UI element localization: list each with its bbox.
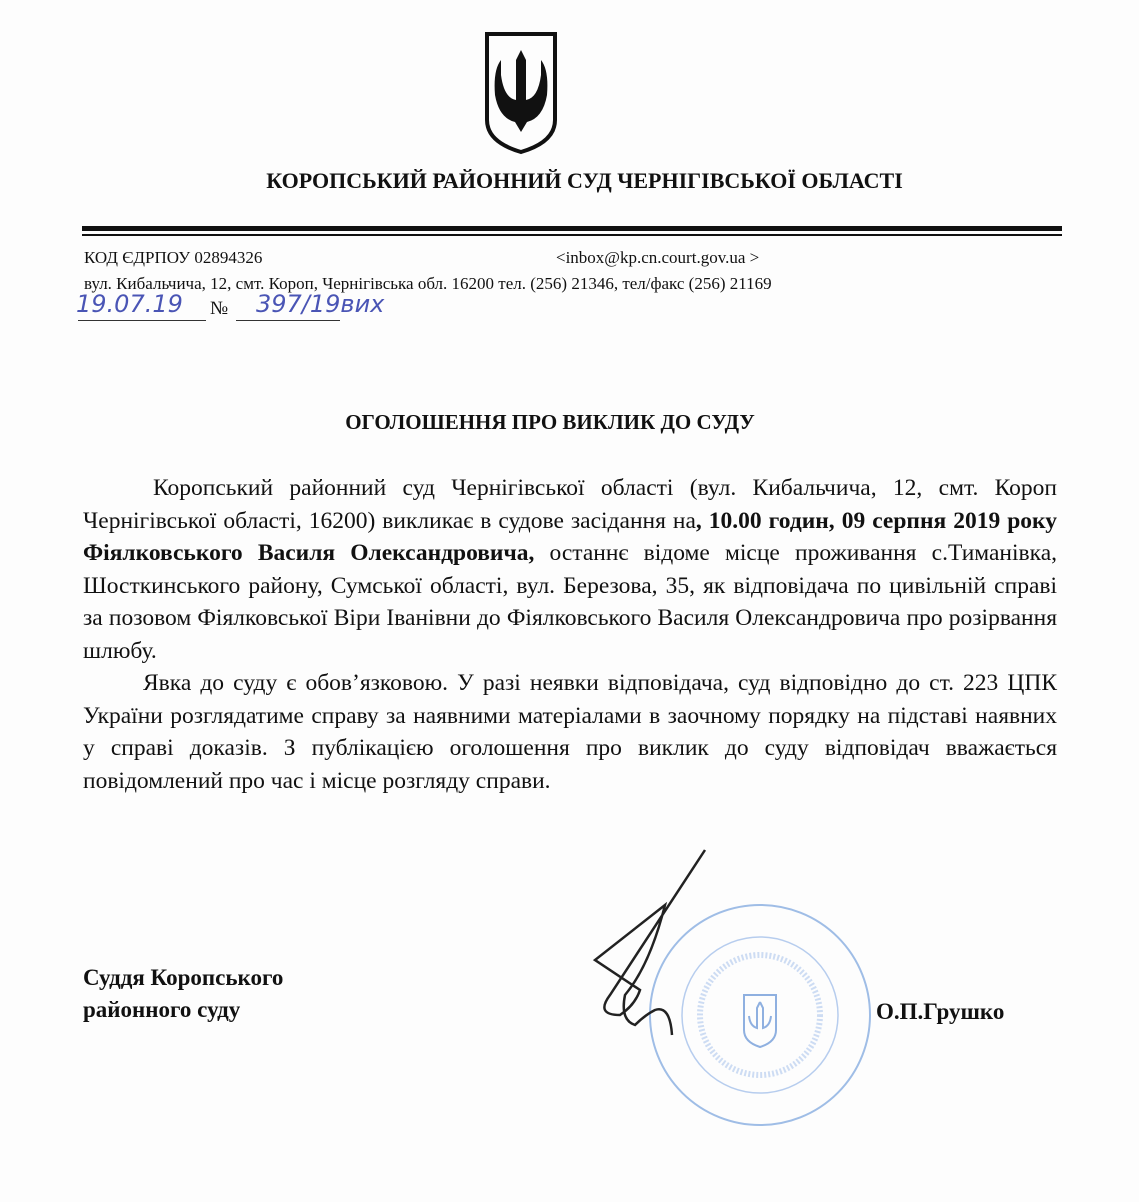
date-underline	[78, 320, 206, 321]
p1-text: Коропський районний суд Чернігівської області (вул. Кибальчича, 12, смт. Короп Чернігівської області, 16200) викликає в судове засідання на	[83, 475, 1057, 534]
p1-end-text: останнє відоме місце проживання с.Тиманівка, Шосткинського району, Сумської області, вул. Березова, 35, як відповідача по цивільній справі за позовом Фіялковської Віри Іванівни до Фіялковського Василя Олександровича про розірвання шлюбу.	[83, 540, 1057, 664]
number-sign: №	[210, 298, 229, 319]
paragraph-2: Явка до суду є обов’язковою. У разі неявки відповідача, суд відповідно до ст. 223 ЦПК України розглядатиме справу за наявними матеріалами в заочному порядку на підставі наявних у справі доказів. З публікацією оголошення про виклик до суду відповідач вважається повідомлений про час і місце розгляду справи.	[83, 670, 1057, 794]
number-underline	[236, 320, 340, 321]
coat-of-arms-icon	[483, 30, 559, 156]
paragraph-1	[83, 472, 1057, 667]
handwritten-number: 397/19вих	[256, 290, 385, 318]
judge-name: О.П.Грушко	[876, 999, 1005, 1024]
document-body	[83, 472, 1057, 797]
edrpou-code: КОД ЄДРПОУ 02894326	[84, 248, 263, 267]
handwritten-date: 19.07.19	[76, 290, 183, 318]
document-title: ОГОЛОШЕННЯ ПРО ВИКЛИК ДО СУДУ	[345, 410, 755, 434]
judge-position	[83, 962, 283, 1026]
header-divider-thin	[82, 234, 1062, 236]
court-name: КОРОПСЬКИЙ РАЙОННИЙ СУД ЧЕРНІГІВСЬКОЇ ОБЛАСТІ	[266, 168, 903, 193]
handwritten-signature	[580, 845, 730, 1045]
header-divider	[82, 226, 1062, 231]
address: вул. Кибальчича, 12, смт. Короп, Чернігівська обл. 16200 тел. (256) 21346, тел/факс (256) 21169	[84, 274, 772, 293]
email: <inbox@kp.cn.court.gov.ua >	[556, 248, 760, 267]
judge-position-line1: Суддя Коропського	[83, 965, 284, 990]
judge-position-line2: районного суду	[83, 997, 241, 1022]
p1-bold-text: , 10.00 годин, 09 серпня 2019 року Фіялковського Василя Олександровича,	[83, 507, 1057, 566]
